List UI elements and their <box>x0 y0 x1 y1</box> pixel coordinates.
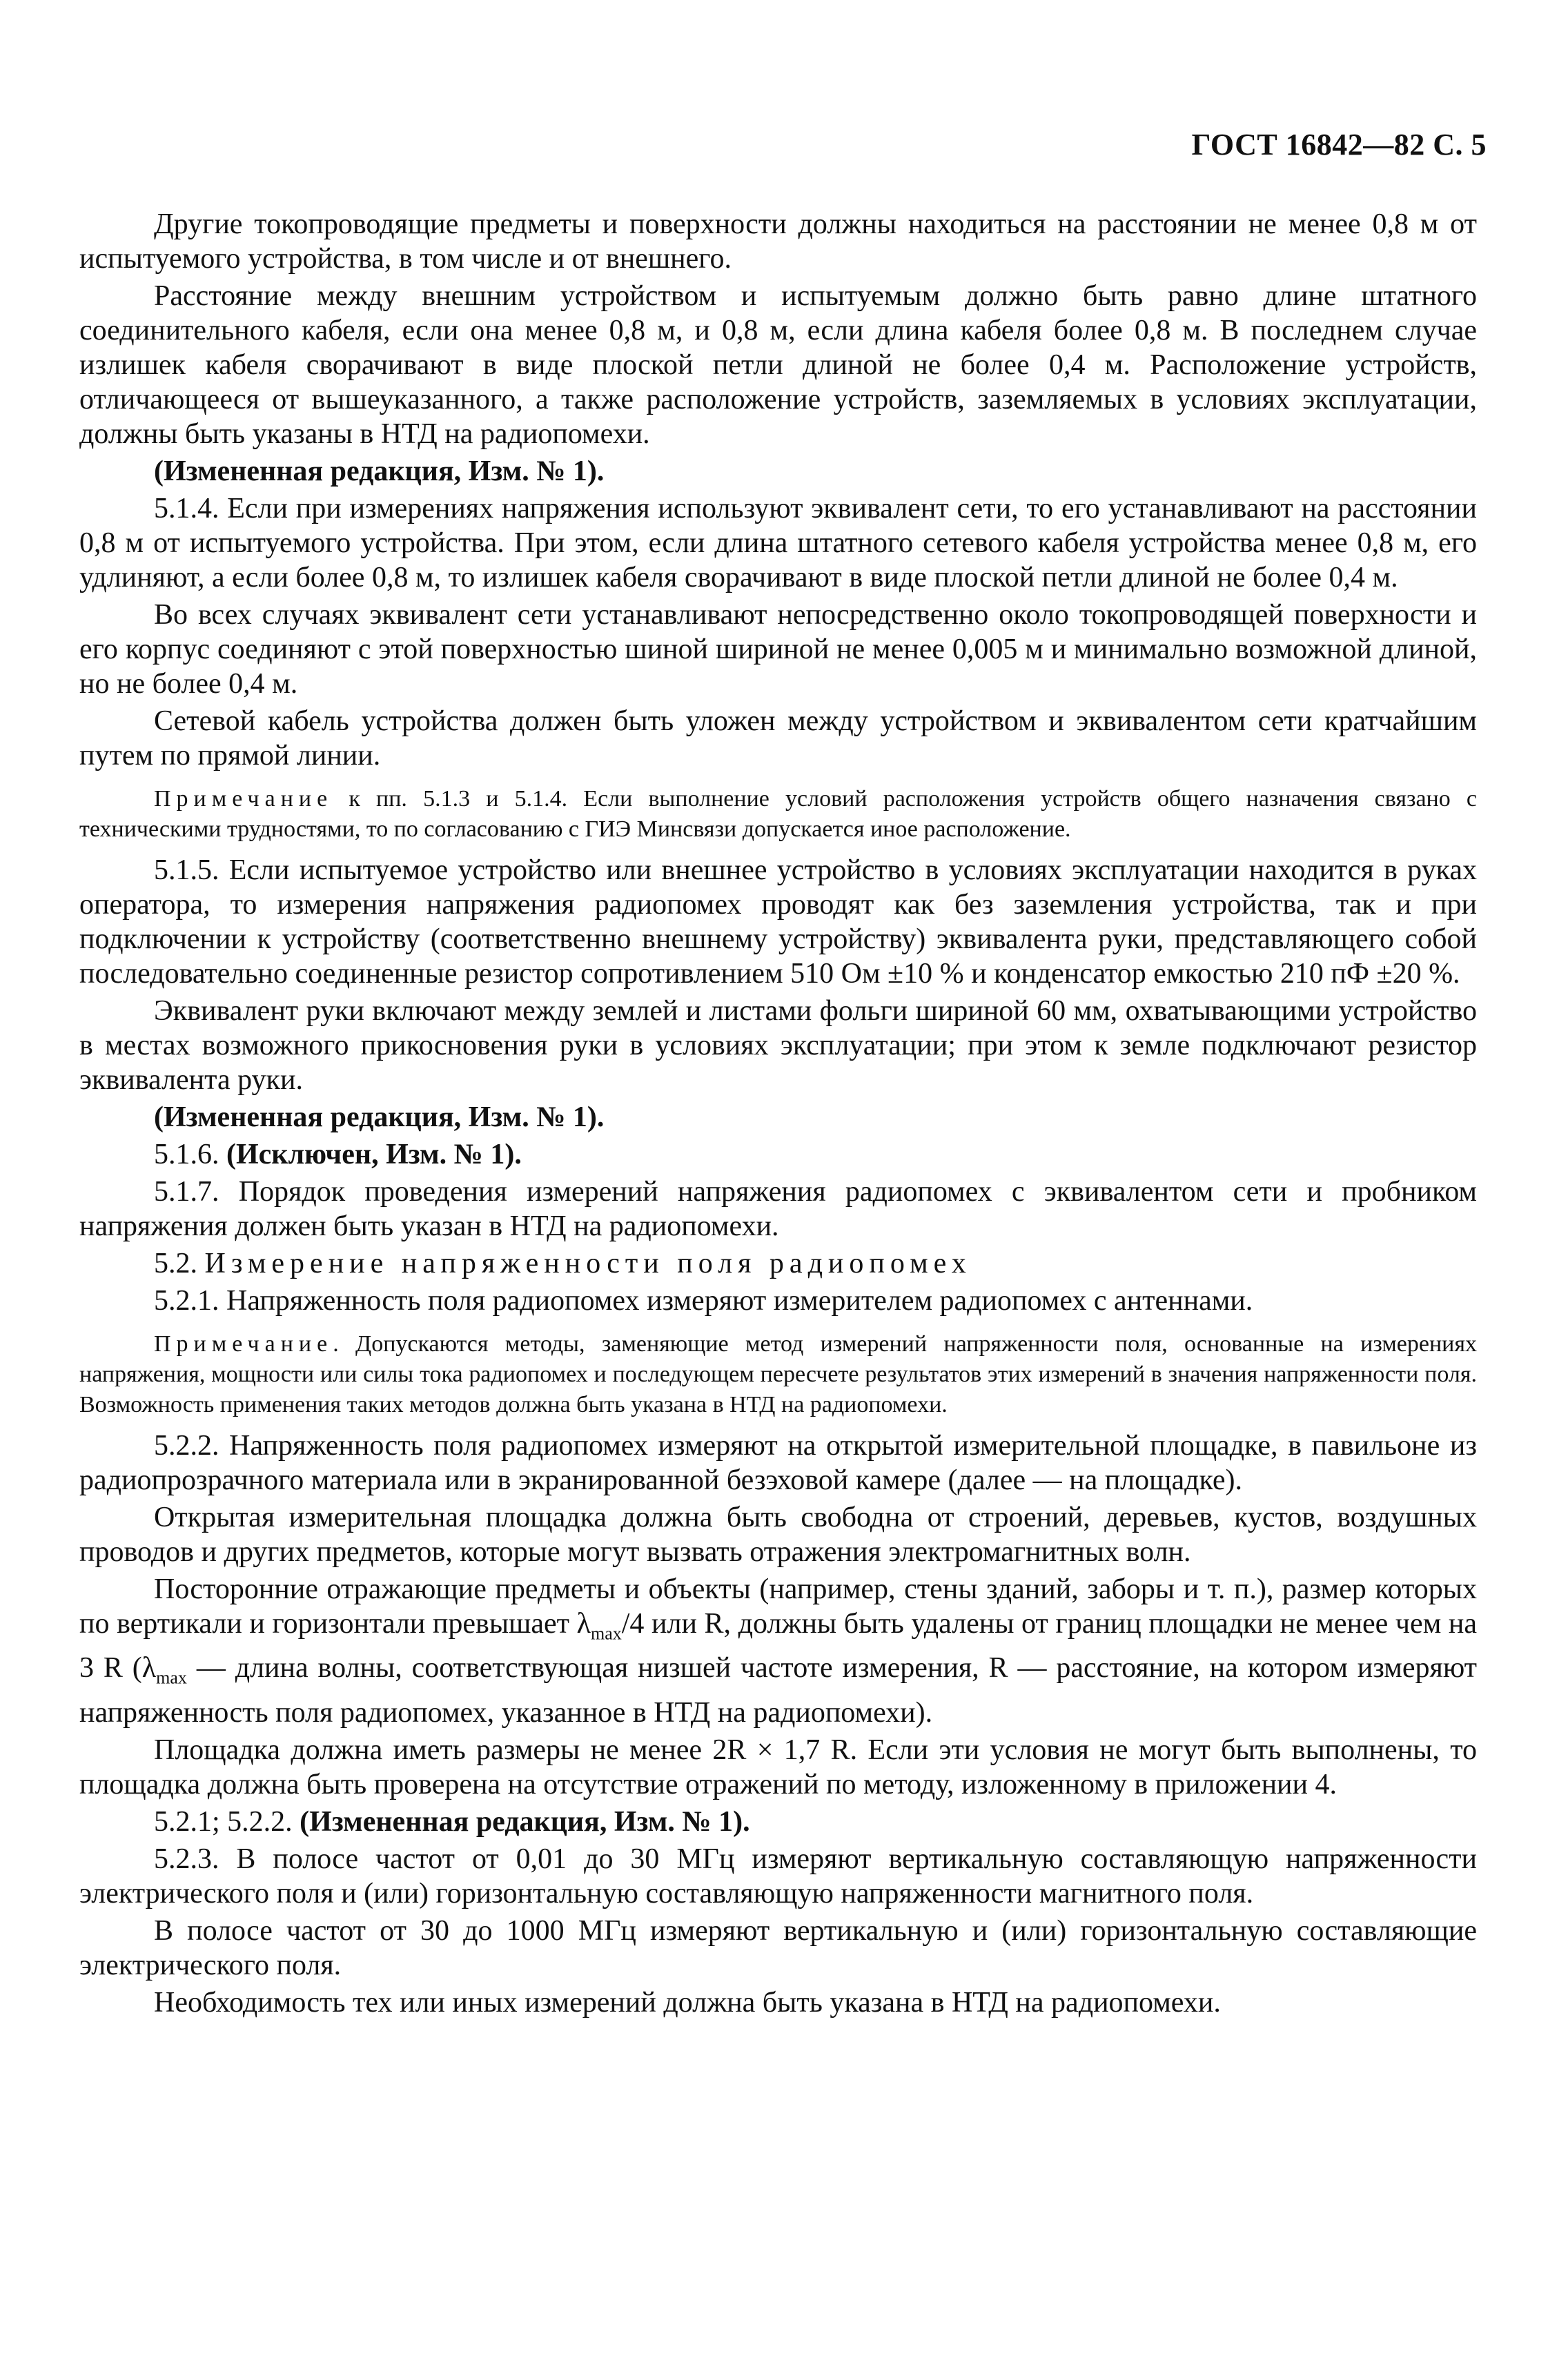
note-text: к пп. 5.1.3 и 5.1.4. Если выполнение условий расположения устройств общего назначения связано с техническими трудностями, то по согласованию с ГИЭ Минсвязи допускается иное расположение. <box>79 786 1477 842</box>
clause-5-2-3: 5.2.3. В полосе частот от 0,01 до 30 МГц измеряют вертикальную составляющую напряженности электрического поля и (или) горизонтальную составляющую напряженности магнитного поля. <box>79 1843 1477 1910</box>
note-1 <box>79 784 1477 845</box>
paragraph: Открытая измерительная площадка должна быть свободна от строений, деревьев, кустов, воздушных проводов и других предметов, которые могут вызвать отражения электромагнитных волн. <box>79 1502 1477 1568</box>
paragraph: Другие токопроводящие предметы и поверхности должны находиться на расстоянии не менее 0,8 м от испытуемого устройства, в том числе и от внешнего. <box>79 208 1477 275</box>
clause-5-1-6 <box>79 1137 1477 1172</box>
clause-5-1-5: 5.1.5. Если испытуемое устройство или внешнее устройство в условиях эксплуатации находится в руках оператора, то измерения напряжения радиопомех проводят как без заземления устройства, так и при подключении к устройству (соответственно внешнему устройству) эквивалента руки, представляющего собой последовательно соединенные резистор сопротивлением 510 Ом ±10 % и конденсатор емкостью 210 пФ ±20 %. <box>79 854 1477 990</box>
text-fragment: — длина волны, соответствующая низшей частоте измерения, R — расстояние, на котором измеряют напряженность поля радиопомех, указанное в НТД на радиопомехи). <box>79 1652 1477 1729</box>
amendment-note: (Измененная редакция, Изм. № 1). <box>154 455 605 487</box>
clause-5-2-1: 5.2.1. Напряженность поля радиопомех измеряют измерителем радиопомех с антеннами. <box>154 1285 1253 1317</box>
clause-bold-text: (Исключен, Изм. № 1). <box>226 1139 522 1170</box>
document-body <box>79 207 1477 2023</box>
paragraph: Площадка должна иметь размеры не менее 2R × 1,7 R. Если эти условия не могут быть выполнены, то площадка должна быть проверена на отсутствие отражений по методу, изложенному в приложении 4. <box>79 1734 1477 1800</box>
section-number: 5.2. <box>154 1248 197 1279</box>
note-text: . Допускаются методы, заменяющие метод измерений напряженности поля, основанные на измерениях напряжения, мощности или силы тока радиопомех и последующем пересчете результатов этих измерений в значения напряженности поля. Возможность применения таких методов должна быть указана в НТД на радиопомехи. <box>79 1331 1477 1417</box>
paragraph: Во всех случаях эквивалент сети устанавливают непосредственно около токопроводящей поверхности и его корпус соединяют с этой поверхностью шиной шириной не менее 0,005 м и минимально возможной длиной, но не более 0,4 м. <box>79 599 1477 700</box>
clause-5-1-4: 5.1.4. Если при измерениях напряжения используют эквивалент сети, то его устанавливают на расстоянии 0,8 м от испытуемого устройства. При этом, если длина штатного сетевого кабеля устройства менее 0,8 м, его удлиняют, а если более 0,8 м, то излишек кабеля сворачивают в виде плоской петли длиной не более 0,4 м. <box>79 493 1477 593</box>
section-title: Измерение напряженности поля радиопомех <box>204 1248 972 1279</box>
clause-bold-text: (Измененная редакция, Изм. № 1). <box>300 1805 750 1838</box>
text-fragment: Посторонние отражающие предметы и объекты (например, стены зданий, заборы и т. п.), размер которых по вертикали и горизонтали превышает λ <box>79 1573 1477 1640</box>
note-2 <box>79 1329 1477 1420</box>
clause-number: 5.1.6. <box>154 1139 219 1170</box>
paragraph: В полосе частот от 30 до 1000 МГц измеряют вертикальную и (или) горизонтальную составляющие электрического поля. <box>79 1914 1477 1981</box>
text-fragment: /4 или R, должны быть удалены от границ площадки не менее чем на 3 R (λ <box>79 1608 1477 1685</box>
page-header: ГОСТ 16842—82 С. 5 <box>1191 128 1487 161</box>
note-label: Примечание <box>154 786 333 812</box>
paragraph: Расстояние между внешним устройством и испытуемым должно быть равно длине штатного соединительного кабеля, если она менее 0,8 м, и 0,8 м, если длина кабеля более 0,8 м. В последнем случае излишек кабеля сворачивают в виде плоской петли длиной не более 0,4 м. Расположение устройств, отличающееся от вышеуказанного, а также расположение устройств, заземляемых в условиях эксплуатации, должны быть указаны в НТД на радиопомехи. <box>79 280 1477 450</box>
clause-number: 5.2.1; 5.2.2. <box>154 1805 293 1838</box>
paragraph <box>79 1572 1477 1730</box>
section-5-2-heading <box>79 1246 1477 1281</box>
amendment-clauses <box>79 1805 1477 1839</box>
clause-5-1-7: 5.1.7. Порядок проведения измерений напряжения радиопомех с эквивалентом сети и пробником напряжения должен быть указан в НТД на радиопомехи. <box>79 1176 1477 1242</box>
subscript: max <box>590 1623 622 1644</box>
paragraph: Сетевой кабель устройства должен быть уложен между устройством и эквивалентом сети кратчайшим путем по прямой линии. <box>79 705 1477 772</box>
paragraph: Эквивалент руки включают между землей и листами фольги шириной 60 мм, охватывающими устройство в местах возможного прикосновения руки в условиях эксплуатации; при этом к земле подключают резистор эквивалента руки. <box>79 995 1477 1096</box>
amendment-note: (Измененная редакция, Изм. № 1). <box>154 1101 605 1133</box>
clause-5-2-2: 5.2.2. Напряженность поля радиопомех измеряют на открытой измерительной площадке, в павильоне из радиопрозрачного материала или в экранированной безэховой камере (далее — на площадке). <box>79 1430 1477 1496</box>
note-label: Примечание <box>154 1331 333 1357</box>
paragraph: Необходимость тех или иных измерений должна быть указана в НТД на радиопомехи. <box>154 1986 1221 2019</box>
subscript: max <box>156 1667 187 1688</box>
